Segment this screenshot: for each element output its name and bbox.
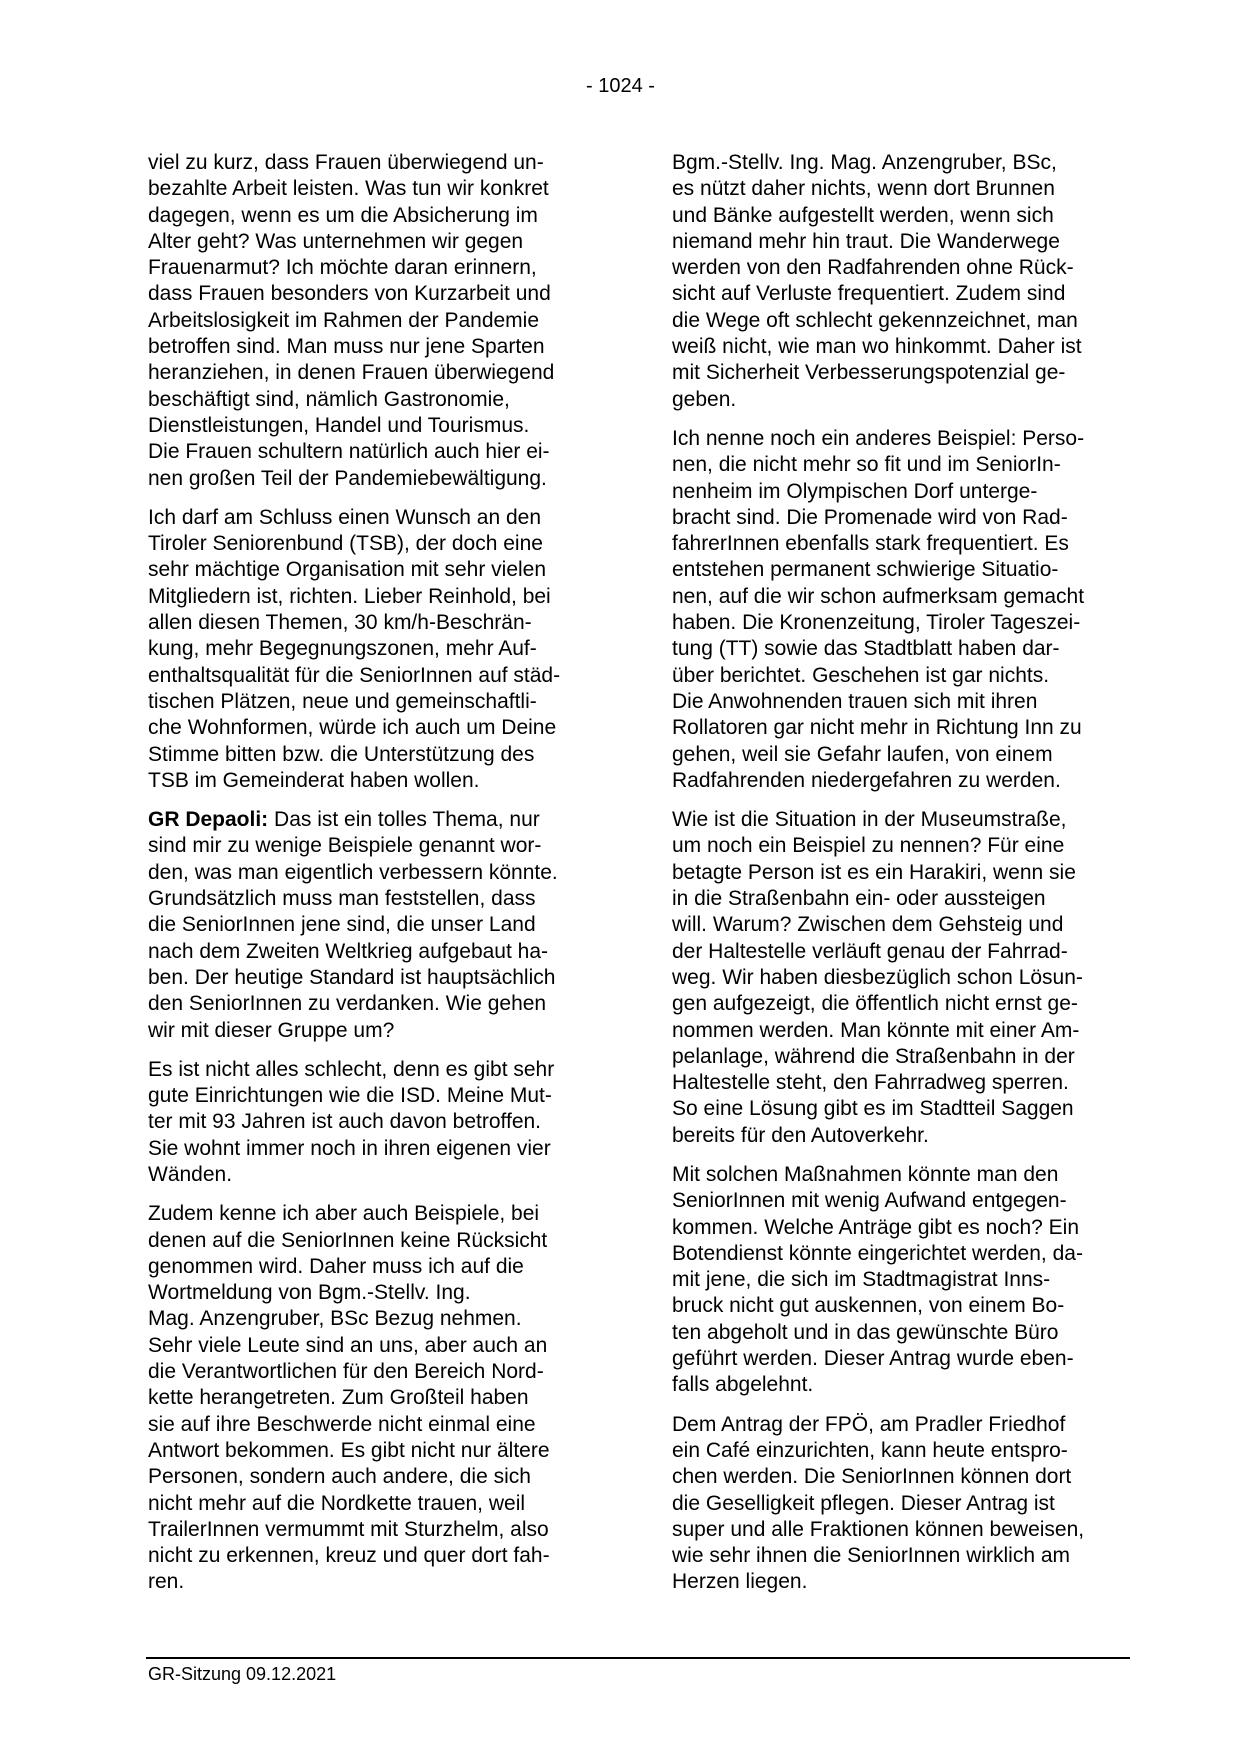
speaker-text: Das ist ein tolles Thema, nur sind mir zu wenige Beispiele genannt wor- den, was man eigentlich verbessern könnte. Grundsätzlich muss man feststellen, dass die SeniorInnen jene sind, die unser Land nach dem Zweiten Weltkrieg aufgebaut ha- ben. Der heutige Standard ist hauptsächlich den SeniorInnen zu verdanken. Wie gehen wir mit dieser Gruppe um?: [148, 808, 558, 1042]
page-number: - 1024 -: [586, 75, 655, 97]
paragraph: Bgm.-Stellv. Ing. Mag. Anzengruber, BSc, es nützt daher nichts, wenn dort Brunnen und Bänke aufgestellt werden, wenn sich niemand mehr hin traut. Die Wanderwege werden von den Radfahrenden ohne Rück- sicht auf Verluste frequentiert. Zudem sind die Wege oft schlecht gekennzeichnet, man weiß nicht, wie man wo hinkommt. Daher ist mit Sicherheit Verbesserungspotenzial ge- geben.: [672, 151, 1082, 411]
paragraph: Ich darf am Schluss einen Wunsch an den Tiroler Seniorenbund (TSB), der doch eine sehr mächtige Organisation mit sehr vielen Mitgliedern ist, richten. Lieber Reinhold, bei allen diesen Themen, 30 km/h-Beschrän- kung, mehr Begegnungszonen, mehr Auf- enthaltsqualität für die SeniorInnen auf städ- tischen Plätzen, neue und gemeinschaftli- che Wohnformen, würde ich auch um Deine Stimme bitten bzw. die Unterstützung des TSB im Gemeinderat haben wollen.: [148, 505, 561, 792]
paragraph: Dem Antrag der FPÖ, am Pradler Friedhof ein Café einzurichten, kann heute entspro- chen werden. Die SeniorInnen können dort die Geselligkeit pflegen. Dieser Antrag ist super und alle Fraktionen können beweisen, wie sehr ihnen die SeniorInnen wirklich am Herzen liegen.: [672, 1412, 1085, 1594]
paragraph: Zudem kenne ich aber auch Beispiele, bei denen auf die SeniorInnen keine Rücksicht genommen wird. Daher muss ich auf die Wortmeldung von Bgm.-Stellv. Ing. Mag. Anzengruber, BSc Bezug nehmen. Sehr viele Leute sind an uns, aber auch an die Verantwortlichen für den Bereich Nord- kette herangetreten. Zum Großteil haben sie auf ihre Beschwerde nicht einmal eine Antwort bekommen. Es gibt nicht nur ältere Personen, sondern auch andere, die sich nicht mehr auf die Nordkette trauen, weil TrailerInnen vermummt mit Sturzhelm, also nicht zu erkennen, kreuz und quer dort fah- ren.: [148, 1202, 550, 1594]
right-column: [672, 150, 1142, 1609]
footer-session-date: GR-Sitzung 09.12.2021: [148, 1664, 337, 1684]
footer-divider: [146, 1657, 1130, 1659]
paragraph: Mit solchen Maßnahmen könnte man den SeniorInnen mit wenig Aufwand entgegen- kommen. Welche Anträge gibt es noch? Ein Botendienst könnte eingerichtet werden, da- mit jene, die sich im Stadtmagistrat Inns- bruck nicht gut auskennen, von einem Bo- ten abgeholt und in das gewünschte Büro geführt werden. Dieser Antrag wurde eben- falls abgelehnt.: [672, 1162, 1083, 1397]
paragraph: Es ist nicht alles schlecht, denn es gibt sehr gute Einrichtungen wie die ISD. Meine Mut- ter mit 93 Jahren ist auch davon betroffen. Sie wohnt immer noch in ihren eigenen vier Wänden.: [148, 1057, 555, 1186]
paragraph: Wie ist die Situation in der Museumstraße, um noch ein Beispiel zu nennen? Für eine betagte Person ist es ein Harakiri, wenn sie in die Straßenbahn ein- oder aussteigen will. Warum? Zwischen dem Gehsteig und der Haltestelle verläuft genau der Fahrrad- weg. Wir haben diesbezüglich schon Lösun- gen aufgezeigt, die öffentlich nicht ernst ge- nommen werden. Man könnte mit einer Am- pelanlage, während die Straßenbahn in der Haltestelle steht, den Fahrradweg sperren. So eine Lösung gibt es im Stadtteil Saggen bereits für den Autoverkehr.: [672, 808, 1083, 1147]
left-column: [148, 150, 618, 1609]
paragraph: viel zu kurz, dass Frauen überwiegend un- bezahlte Arbeit leisten. Was tun wir konkret dagegen, wenn es um die Absicherung im Alter geht? Was unternehmen wir gegen Frauenarmut? Ich möchte daran erinnern, dass Frauen besonders von Kurzarbeit und Arbeitslosigkeit im Rahmen der Pandemie betroffen sind. Man muss nur jene Sparten heranziehen, in denen Frauen überwiegend beschäftigt sind, nämlich Gastronomie, Dienstleistungen, Handel und Tourismus. Die Frauen schultern natürlich auch hier ei- nen großen Teil der Pandemiebewältigung.: [148, 151, 555, 490]
speaker-paragraph: [148, 807, 618, 1044]
speaker-name: GR Depaoli:: [148, 808, 269, 832]
paragraph: Ich nenne noch ein anderes Beispiel: Perso- nen, die nicht mehr so fit und im SeniorIn- nenheim im Olympischen Dorf unterge- bracht sind. Die Promenade wird von Rad- fahrerInnen ebenfalls stark frequentiert. Es entstehen permanent schwierige Situatio- nen, auf die wir schon aufmerksam gemacht haben. Die Kronenzeitung, Tiroler Tageszei- tung (TT) sowie das Stadtblatt haben dar- über berichtet. Geschehen ist gar nichts. Die Anwohnenden trauen sich mit ihren Rollatoren gar nicht mehr in Richtung Inn zu gehen, weil sie Gefahr laufen, von einem Radfahrenden niedergefahren zu werden.: [672, 426, 1085, 792]
